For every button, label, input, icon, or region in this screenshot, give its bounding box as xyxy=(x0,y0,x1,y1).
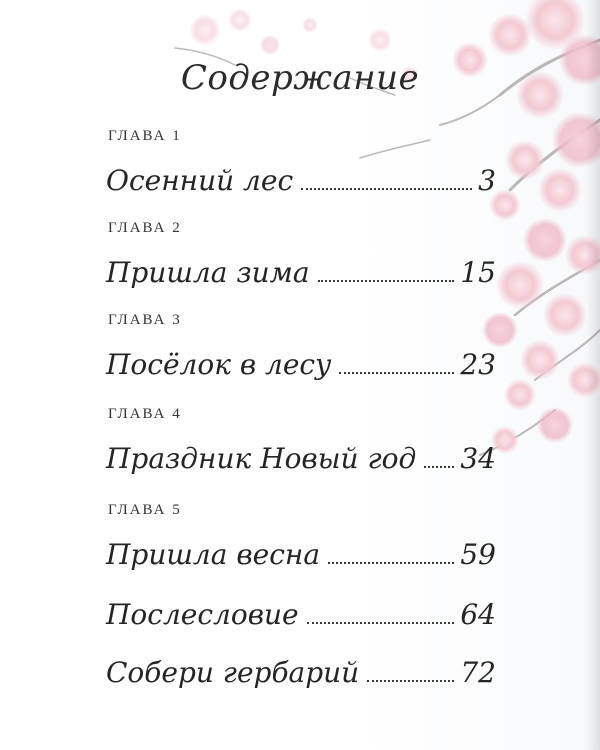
toc-entry-page: 34 xyxy=(460,442,496,475)
toc-entry-title: Праздник Новый год xyxy=(106,442,417,475)
toc-entry-title: Пришла весна xyxy=(106,538,321,571)
toc-heading: Содержание xyxy=(180,58,420,98)
chapter-label-5: ГЛАВА 5 xyxy=(108,502,182,518)
dotted-leader xyxy=(328,561,454,564)
chapter-label-1: ГЛАВА 1 xyxy=(108,128,182,144)
dotted-leader xyxy=(318,279,455,282)
toc-entry-title: Собери гербарий xyxy=(106,656,360,689)
toc-entry-afterword[interactable] xyxy=(106,592,496,632)
dotted-leader xyxy=(307,621,455,624)
toc-entry-page: 64 xyxy=(460,598,496,631)
toc-entry-page: 72 xyxy=(460,656,496,689)
dotted-leader xyxy=(424,465,454,468)
toc-entry-5[interactable] xyxy=(106,532,496,572)
toc-entry-title: Посёлок в лесу xyxy=(106,348,332,381)
toc-entry-title: Пришла зима xyxy=(106,256,310,289)
toc-entry-page: 15 xyxy=(460,256,496,289)
chapter-label-3: ГЛАВА 3 xyxy=(108,312,182,328)
toc-entry-2[interactable] xyxy=(106,250,496,290)
toc-entry-3[interactable] xyxy=(106,342,496,382)
toc-entry-page: 3 xyxy=(478,164,496,197)
toc-entry-4[interactable] xyxy=(106,436,496,476)
toc-entry-page: 59 xyxy=(460,538,496,571)
toc-entry-page: 23 xyxy=(460,348,496,381)
toc-entry-herbarium[interactable] xyxy=(106,650,496,690)
chapter-label-2: ГЛАВА 2 xyxy=(108,220,182,236)
toc-entry-1[interactable] xyxy=(106,158,496,198)
dotted-leader xyxy=(301,187,472,190)
dotted-leader xyxy=(339,371,454,374)
page-edge-shadow xyxy=(586,0,600,750)
dotted-leader xyxy=(367,679,454,682)
toc-entry-title: Осенний лес xyxy=(106,164,294,197)
chapter-label-4: ГЛАВА 4 xyxy=(108,406,182,422)
toc-entry-title: Послесловие xyxy=(106,598,299,631)
